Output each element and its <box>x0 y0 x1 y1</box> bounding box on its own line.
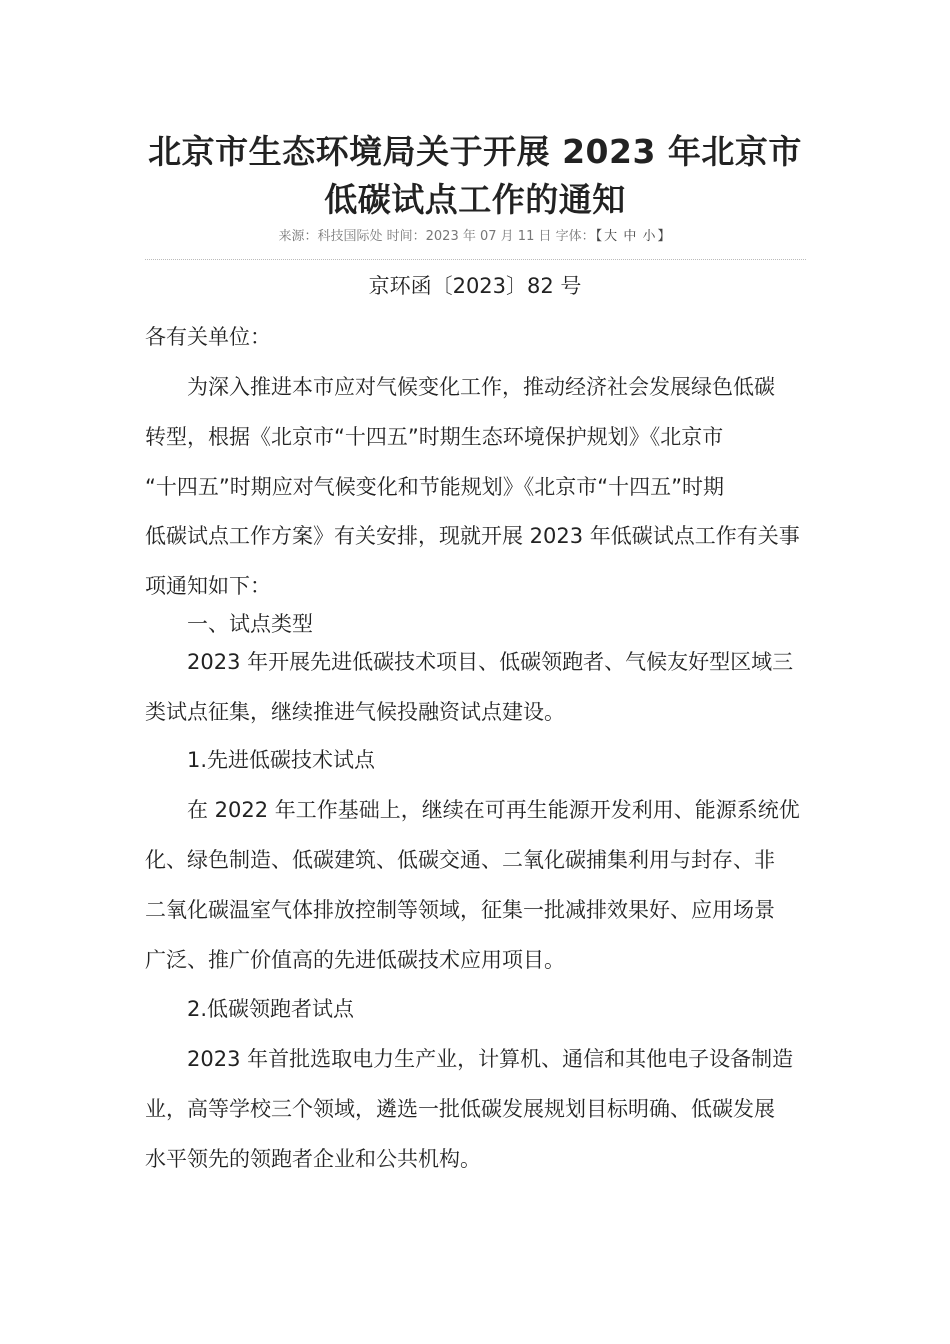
body-line: 业，高等学校三个领域，遴选一批低碳发展规划目标明确、低碳发展 <box>145 1097 775 1121</box>
font-small-link[interactable]: 小 <box>642 229 656 244</box>
font-bracket-close: 】 <box>657 229 671 244</box>
body-line: 为深入推进本市应对气候变化工作，推动经济社会发展绿色低碳 <box>187 375 775 399</box>
body-line: “十四五”时期应对气候变化和节能规划》《北京市“十四五”时期 <box>145 475 725 499</box>
meta-date: 时间：2023 年 07 月 11 日 <box>386 229 552 244</box>
article-title-line-1: 北京市生态环境局关于开展 2023 年北京市 <box>148 132 802 171</box>
subsection-heading-2: 2.低碳领跑者试点 <box>187 997 355 1021</box>
body-line: 化、绿色制造、低碳建筑、低碳交通、二氧化碳捕集利用与封存、非 <box>145 848 775 872</box>
body-line: 水平领先的领跑者企业和公共机构。 <box>145 1147 481 1171</box>
body-line: 2023 年首批选取电力生产业，计算机、通信和其他电子设备制造 <box>187 1047 794 1071</box>
body-line: 二氧化碳温室气体排放控制等领域，征集一批减排效果好、应用场景 <box>145 898 775 922</box>
article-title-line-2: 低碳试点工作的通知 <box>324 180 626 219</box>
body-line: 项通知如下： <box>145 574 271 598</box>
font-size-control <box>595 229 672 244</box>
title-divider <box>145 259 806 260</box>
section-heading-1: 一、试点类型 <box>187 612 313 636</box>
meta-source: 来源：科技国际处 <box>278 229 383 244</box>
font-medium-link[interactable]: 中 <box>623 229 637 244</box>
body-line: 广泛、推广价值高的先进低碳技术应用项目。 <box>145 948 565 972</box>
font-large-link[interactable]: 大 <box>604 229 618 244</box>
meta-font-label: 字体： <box>555 229 595 244</box>
article-meta <box>100 228 850 246</box>
subsection-heading-1: 1.先进低碳技术试点 <box>187 748 376 772</box>
body-line: 转型，根据《北京市“十四五”时期生态环境保护规划》《北京市 <box>145 425 724 449</box>
salutation: 各有关单位： <box>145 325 271 349</box>
body-line: 2023 年开展先进低碳技术项目、低碳领跑者、气候友好型区域三 <box>187 650 794 674</box>
font-bracket-open: 【 <box>595 229 603 244</box>
body-line: 类试点征集，继续推进气候投融资试点建设。 <box>145 700 565 724</box>
document-number: 京环函〔2023〕82 号 <box>368 274 582 298</box>
body-line: 在 2022 年工作基础上，继续在可再生能源开发利用、能源系统优 <box>187 798 800 822</box>
body-line: 低碳试点工作方案》有关安排，现就开展 2023 年低碳试点工作有关事 <box>145 524 800 548</box>
